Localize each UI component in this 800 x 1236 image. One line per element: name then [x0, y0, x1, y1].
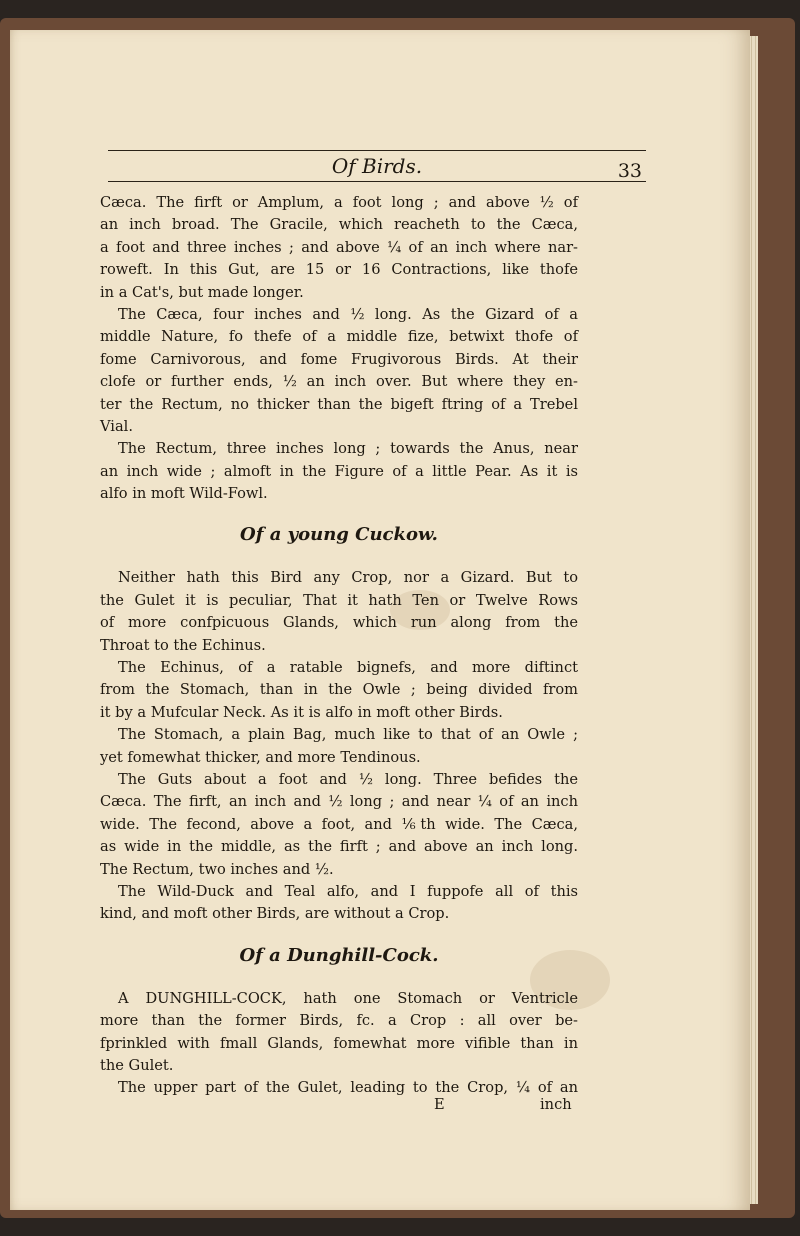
text-line: a foot and three inches ; and above ¼ of an inch where nar- — [100, 238, 578, 256]
section-heading: Of a young Cuckow. — [240, 524, 438, 546]
text-line: The Echinus, of a ratable bignefs, and more diftinct — [118, 659, 578, 677]
text-line: wide. The fecond, above a foot, and ⅙th wide. The Cæca, — [100, 815, 578, 833]
text-line: The upper part of the Gulet, leading to the Crop, ¼ of an — [118, 1079, 578, 1097]
text-line: as wide in the middle, as the firft ; and above an inch long. — [100, 838, 578, 856]
text-line: kind, and moft other Birds, are without a Crop. — [100, 905, 450, 923]
text-line: more than the former Birds, fc. a Crop : all over be- — [100, 1012, 578, 1030]
text-line: The Rectum, two inches and ½. — [100, 860, 334, 878]
text-line: middle Nature, fo thefe of a middle fize, betwixt thofe of — [100, 328, 578, 346]
text-line: from the Stomach, than in the Owle ; being divided from — [100, 681, 578, 699]
signature-mark: E — [434, 1096, 445, 1113]
text-line: A DUNGHILL-COCK, hath one Stomach or Ventricle — [118, 989, 578, 1007]
text-line: fome Carnivorous, and fome Frugivorous Birds. At their — [100, 350, 578, 368]
text-line: The Stomach, a plain Bag, much like to that of an Owle ; — [118, 726, 578, 744]
text-line: roweft. In this Gut, are 15 or 16 Contractions, like thofe — [100, 261, 578, 279]
body-text — [100, 192, 578, 1100]
running-head: Of Birds. — [331, 154, 423, 178]
catchword: inch — [540, 1096, 572, 1113]
text-line: ter the Rectum, no thicker than the bigeft ftring of a Trebel — [100, 395, 578, 413]
text-line: Cæca. The firft, an inch and ½ long ; and near ¼ of an inch — [100, 793, 578, 811]
header-rule-bottom — [108, 181, 646, 182]
text-line: the Gulet it is peculiar, That it hath Ten or Twelve Rows — [100, 591, 578, 609]
text-line: of more confpicuous Glands, which run along from the — [100, 614, 578, 632]
text-line: clofe or further ends, ½ an inch over. But where they en- — [100, 373, 578, 391]
text-line: the Gulet. — [100, 1056, 174, 1074]
text-line: The Cæca, four inches and ½ long. As the Gizard of a — [118, 305, 578, 323]
text-line: Cæca. The firft or Amplum, a foot long ; and above ½ of — [100, 194, 578, 211]
text-line: yet fomewhat thicker, and more Tendinous. — [100, 748, 421, 766]
text-line: an inch wide ; almoft in the Figure of a little Pear. As it is — [100, 462, 578, 480]
text-line: Neither hath this Bird any Crop, nor a Gizard. But to — [118, 569, 578, 587]
text-line: Vial. — [100, 417, 133, 435]
section-heading: Of a Dunghill-Cock. — [239, 944, 439, 966]
text-line: Throat to the Echinus. — [100, 636, 266, 654]
text-line: The Guts about a foot and ½ long. Three befides the — [118, 770, 578, 788]
text-line: The Wild-Duck and Teal alfo, and I fuppofe all of this — [118, 882, 578, 900]
text-line: The Rectum, three inches long ; towards the Anus, near — [118, 440, 578, 458]
text-line: an inch broad. The Gracile, which reacheth to the Cæca, — [100, 216, 578, 234]
text-line: fprinkled with fmall Glands, fomewhat more vifible than in — [100, 1034, 578, 1052]
text-line: it by a Mufcular Neck. As it is alfo in moft other Birds. — [100, 703, 503, 721]
page-number: 33 — [617, 160, 642, 182]
text-line: alfo in moft Wild-Fowl. — [100, 485, 268, 503]
text-line: in a Cat's, but made longer. — [100, 283, 304, 301]
header-rule-top — [108, 150, 646, 151]
